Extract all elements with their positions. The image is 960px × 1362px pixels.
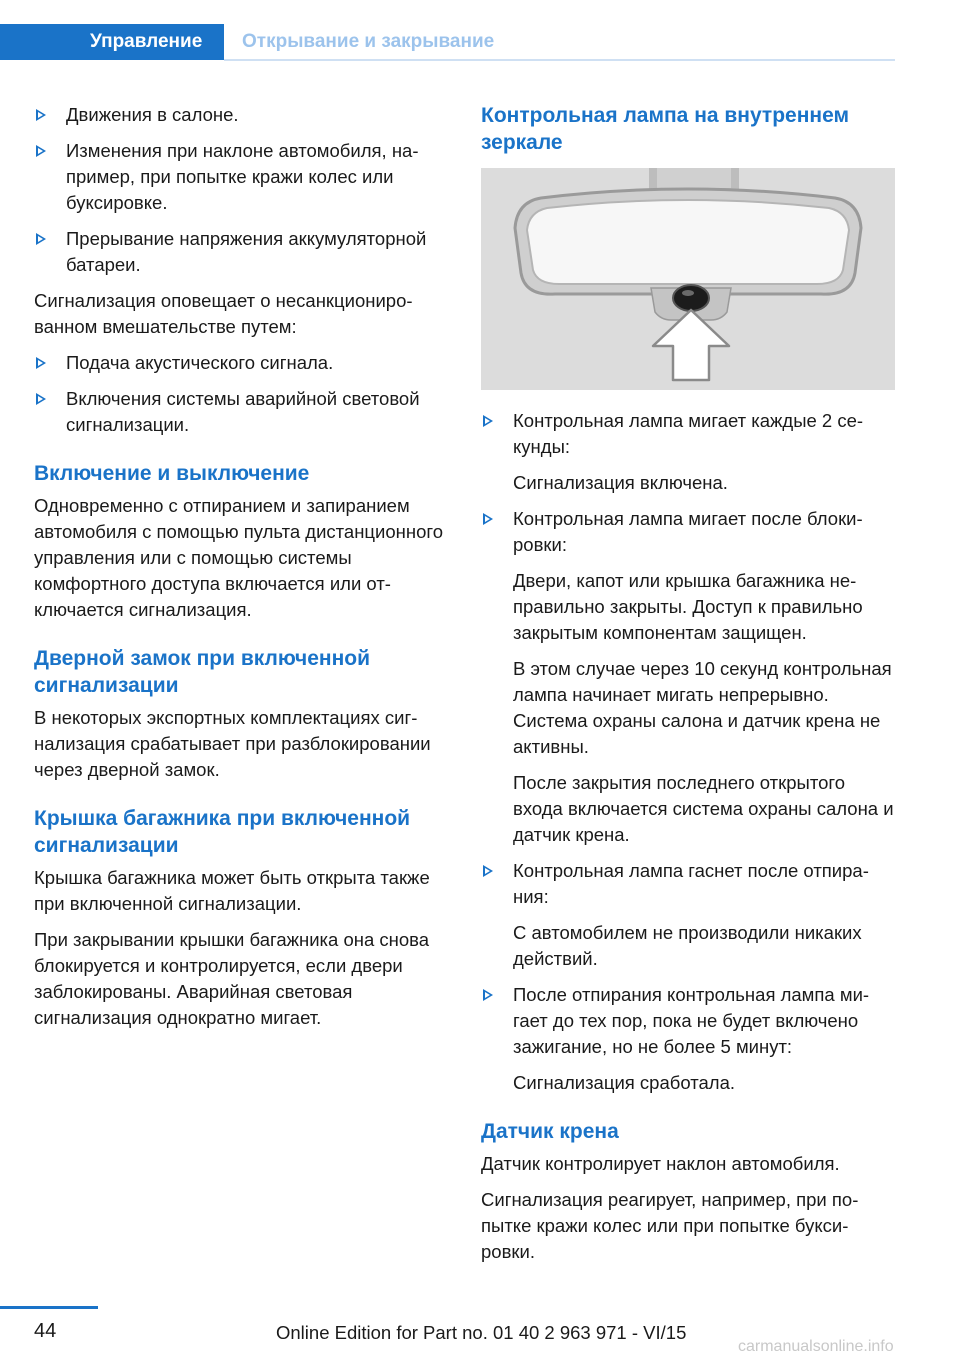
list-subitem: После закрытия последнего открытого входа включается система охраны салона и датчик крена.	[513, 772, 894, 845]
bullet-triangle-icon	[36, 233, 46, 245]
heading-tilt-sensor: Датчик крена	[481, 1120, 619, 1143]
list-item: Изменения при наклоне автомобиля, например, при попытке кражи колес или буксировке.	[34, 138, 444, 216]
paragraph-tilt-1: Датчик контролирует наклон автомобиля.	[481, 1153, 840, 1174]
bullet-triangle-icon	[483, 513, 493, 525]
list-item: После отпирания контрольная лампа мигает до тех пор, пока не будет включено зажигание, но не более 5 минут:	[481, 982, 895, 1060]
paragraph-trunk-1: Крышка багажника может быть открыта также при включенной сигнализации.	[34, 867, 430, 914]
list-item: Включения системы аварийной световой сигнализации.	[34, 386, 444, 438]
right-column	[481, 102, 895, 1275]
bullet-triangle-icon	[483, 415, 493, 427]
list-subitem: В этом случае через 10 секунд контрольная лампа начинает мигать непрерывно. Система охраны салона и датчик крена не активны.	[513, 658, 892, 757]
page-number: 44	[34, 1320, 57, 1342]
heading-door-lock: Дверной замок при включенной сигнализации	[34, 647, 371, 697]
section-tab: Управление	[0, 24, 224, 60]
left-column	[34, 102, 444, 1041]
page-header	[0, 24, 895, 62]
watermark: carmanualsonline.info	[738, 1338, 894, 1355]
heading-on-off: Включение и выключение	[34, 462, 310, 485]
paragraph-door-lock: В некоторых экспортных комплектациях сигнализация срабатывает при разблокировании через дверной замок.	[34, 707, 431, 780]
bullet-triangle-icon	[36, 109, 46, 121]
paragraph-on-off: Одновременно с отпиранием и запиранием автомобиля с помощью пульта дистанционного управления или с помощью системы комфортного доступа включается или отключается сигнализация.	[34, 495, 443, 620]
list-item: Контрольная лампа мигает каждые 2 секунды:	[481, 408, 895, 460]
list-item: Движения в салоне.	[34, 102, 444, 128]
bullet-triangle-icon	[483, 989, 493, 1001]
list-item: Контрольная лампа гаснет после отпирания:	[481, 858, 895, 910]
list-subitem: Сигнализация включена.	[513, 472, 728, 493]
header-rule	[224, 59, 895, 61]
paragraph-alarm: Сигнализация оповещает о несанкционированном вмешательстве путем:	[34, 290, 413, 337]
paragraph-trunk-2: При закрывании крышки багажника она снова блокируется и контролируется, если двери заблокированы. Аварийная световая сигнализация однократно мигает.	[34, 929, 430, 1028]
footer-rule	[0, 1306, 98, 1309]
paragraph-tilt-2: Сигнализация реагирует, например, при попытке кражи колес или при попытке буксировки.	[481, 1189, 859, 1262]
bullet-triangle-icon	[36, 393, 46, 405]
list-item: Контрольная лампа мигает после блокировки:	[481, 506, 895, 558]
list-item: Подача акустического сигнала.	[34, 350, 444, 376]
list-subitem: С автомобилем не производили никаких действий.	[513, 922, 862, 969]
list-subitem: Двери, капот или крышка багажника неправильно закрыты. Доступ к правильно закрытым компонентам защищен.	[513, 570, 863, 643]
subsection-tab: Открывание и закрывание	[242, 31, 495, 52]
heading-trunk: Крышка багажника при включенной сигнализации	[34, 807, 411, 857]
mirror-svg	[481, 168, 895, 390]
list-subitem: Сигнализация сработала.	[513, 1072, 736, 1093]
bullet-triangle-icon	[483, 865, 493, 877]
indicator-lamp-icon	[673, 285, 709, 311]
heading-indicator-lamp: Контрольная лампа на внутреннем зеркале	[481, 104, 850, 154]
bullet-triangle-icon	[36, 357, 46, 369]
bullet-triangle-icon	[36, 145, 46, 157]
mirror-illustration	[481, 168, 895, 390]
edition-info: Online Edition for Part no. 01 40 2 963 971 - VI/15	[276, 1322, 687, 1343]
list-item: Прерывание напряжения аккумуляторной батареи.	[34, 226, 444, 278]
